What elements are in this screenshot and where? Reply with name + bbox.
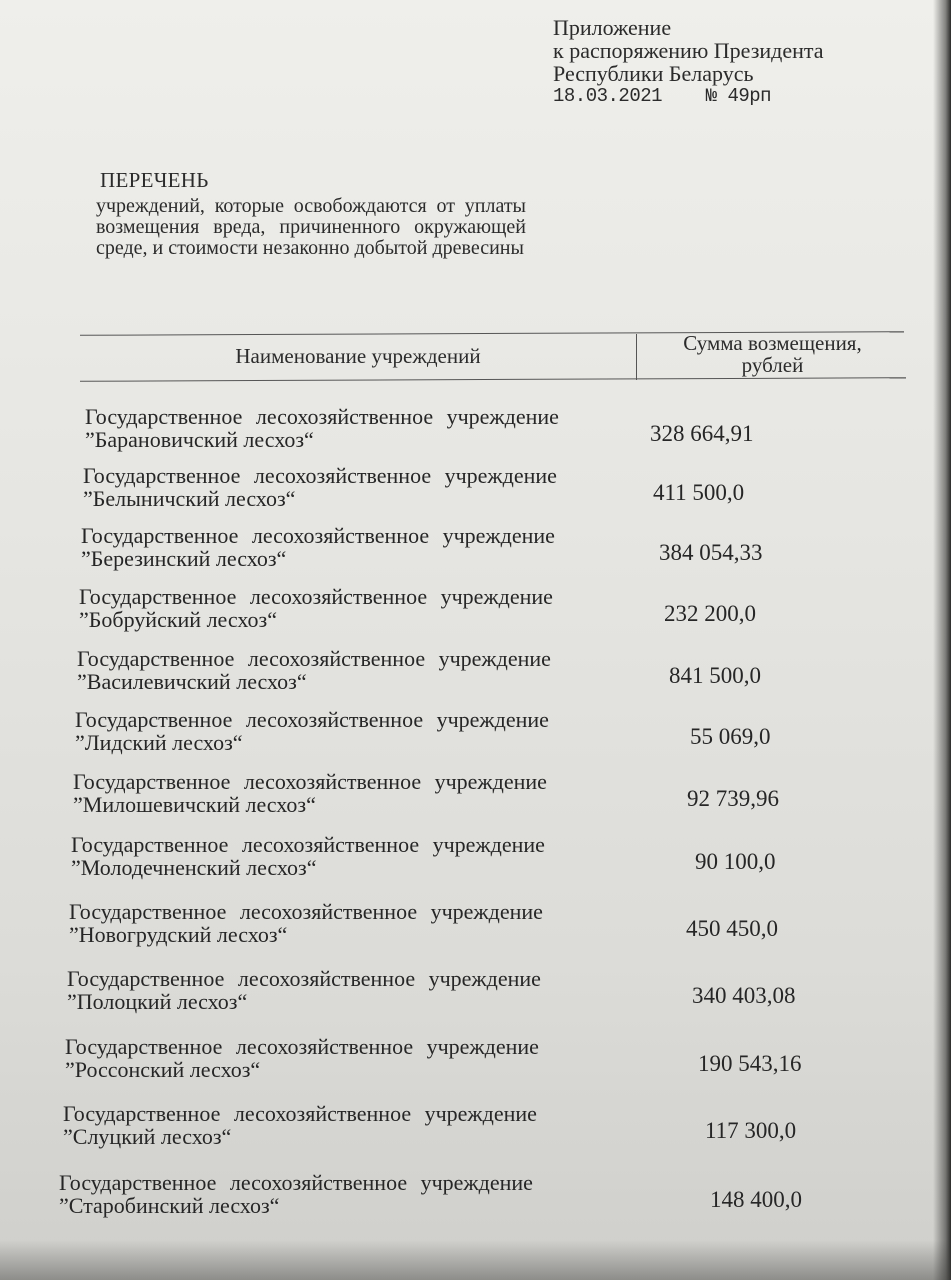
page-edge-shadow bbox=[933, 0, 951, 1280]
appendix-block bbox=[553, 16, 824, 108]
table-header-separator bbox=[636, 334, 637, 380]
table-row bbox=[67, 966, 927, 1028]
institution-name: ”Березинский лесхоз“ bbox=[81, 546, 287, 571]
institution-name: ”Новогрудский лесхоз“ bbox=[69, 922, 288, 947]
appendix-line-3: Республики Беларусь bbox=[553, 61, 754, 86]
document-title: ПЕРЕЧЕНЬ bbox=[100, 168, 209, 192]
table-row bbox=[69, 899, 929, 961]
appendix-dateline bbox=[553, 85, 824, 108]
institution-type: Государственное лесохозяйственное учреждение bbox=[69, 899, 543, 924]
compensation-amount: 411 500,0 bbox=[653, 480, 745, 505]
compensation-amount: 148 400,0 bbox=[710, 1187, 802, 1212]
table-header-rule bbox=[80, 377, 906, 382]
table-row bbox=[85, 404, 945, 466]
appendix-date: 18.03.2021 bbox=[553, 85, 663, 107]
institution-name: ”Барановичский лесхоз“ bbox=[85, 427, 314, 452]
compensation-amount: 450 450,0 bbox=[686, 916, 778, 941]
institution-name: ”Милошевичский лесхоз“ bbox=[73, 792, 316, 817]
table-row bbox=[65, 1034, 925, 1096]
table-row bbox=[83, 463, 943, 525]
appendix-number: № 49рп bbox=[705, 85, 772, 107]
compensation-amount: 90 100,0 bbox=[695, 849, 776, 874]
institution-name: ”Василевичский лесхоз“ bbox=[77, 669, 307, 694]
compensation-amount: 384 054,33 bbox=[659, 540, 763, 565]
institution-name: ”Молодечненский лесхоз“ bbox=[71, 855, 317, 880]
institution-type: Государственное лесохозяйственное учреждение bbox=[83, 463, 557, 488]
institution-name: ”Белыничский лесхоз“ bbox=[83, 486, 296, 511]
compensation-amount: 55 069,0 bbox=[690, 724, 771, 749]
compensation-amount: 190 543,16 bbox=[698, 1051, 802, 1076]
compensation-amount: 841 500,0 bbox=[669, 663, 761, 688]
table-row bbox=[75, 707, 935, 769]
header-name: Наименование учреждений bbox=[235, 344, 481, 368]
institution-type: Государственное лесохозяйственное учреждение bbox=[85, 404, 559, 429]
table-row bbox=[71, 832, 931, 894]
header-sum-line-1: Сумма возмещения, bbox=[683, 331, 862, 355]
institution-type: Государственное лесохозяйственное учреждение bbox=[67, 966, 541, 991]
institution-name: ”Полоцкий лесхоз“ bbox=[67, 989, 248, 1014]
table-row bbox=[73, 769, 933, 831]
table-row bbox=[59, 1170, 919, 1232]
compensation-amount: 232 200,0 bbox=[664, 601, 756, 626]
table-row bbox=[79, 584, 939, 646]
institution-type: Государственное лесохозяйственное учреждение bbox=[71, 832, 545, 857]
institution-type: Государственное лесохозяйственное учреждение bbox=[75, 707, 549, 732]
table-row bbox=[77, 646, 937, 708]
institution-type: Государственное лесохозяйственное учреждение bbox=[59, 1170, 533, 1195]
header-sum-line-2: рублей bbox=[741, 353, 804, 377]
compensation-amount: 328 664,91 bbox=[650, 421, 754, 446]
institution-type: Государственное лесохозяйственное учреждение bbox=[63, 1101, 537, 1126]
compensation-amount: 117 300,0 bbox=[705, 1118, 797, 1143]
table-row bbox=[81, 523, 941, 585]
institution-name: ”Бобруйский лесхоз“ bbox=[79, 607, 277, 632]
compensation-amount: 92 739,96 bbox=[687, 786, 779, 811]
institution-type: Государственное лесохозяйственное учреждение bbox=[81, 523, 555, 548]
institution-type: Государственное лесохозяйственное учреждение bbox=[73, 769, 547, 794]
institution-type: Государственное лесохозяйственное учреждение bbox=[77, 646, 551, 671]
institution-name: ”Россонский лесхоз“ bbox=[65, 1057, 261, 1082]
table-row bbox=[63, 1101, 923, 1163]
institution-name: ”Старобинский лесхоз“ bbox=[59, 1193, 280, 1218]
appendix-line-2: к распоряжению Президента bbox=[553, 38, 824, 63]
institution-type: Государственное лесохозяйственное учреждение bbox=[65, 1034, 539, 1059]
appendix-line-1: Приложение bbox=[553, 15, 672, 40]
institution-name: ”Слуцкий лесхоз“ bbox=[63, 1124, 232, 1149]
page-bottom-shadow bbox=[0, 1240, 951, 1280]
compensation-amount: 340 403,08 bbox=[692, 983, 796, 1008]
header-sum bbox=[640, 332, 905, 376]
document-subtitle: учреждений, которые освобождаются от уплаты возмещения вреда, причиненного окружающей среде, и стоимости незаконно добытой древесины bbox=[96, 195, 526, 259]
institution-name: ”Лидский лесхоз“ bbox=[75, 730, 243, 755]
institution-type: Государственное лесохозяйственное учреждение bbox=[79, 584, 553, 609]
